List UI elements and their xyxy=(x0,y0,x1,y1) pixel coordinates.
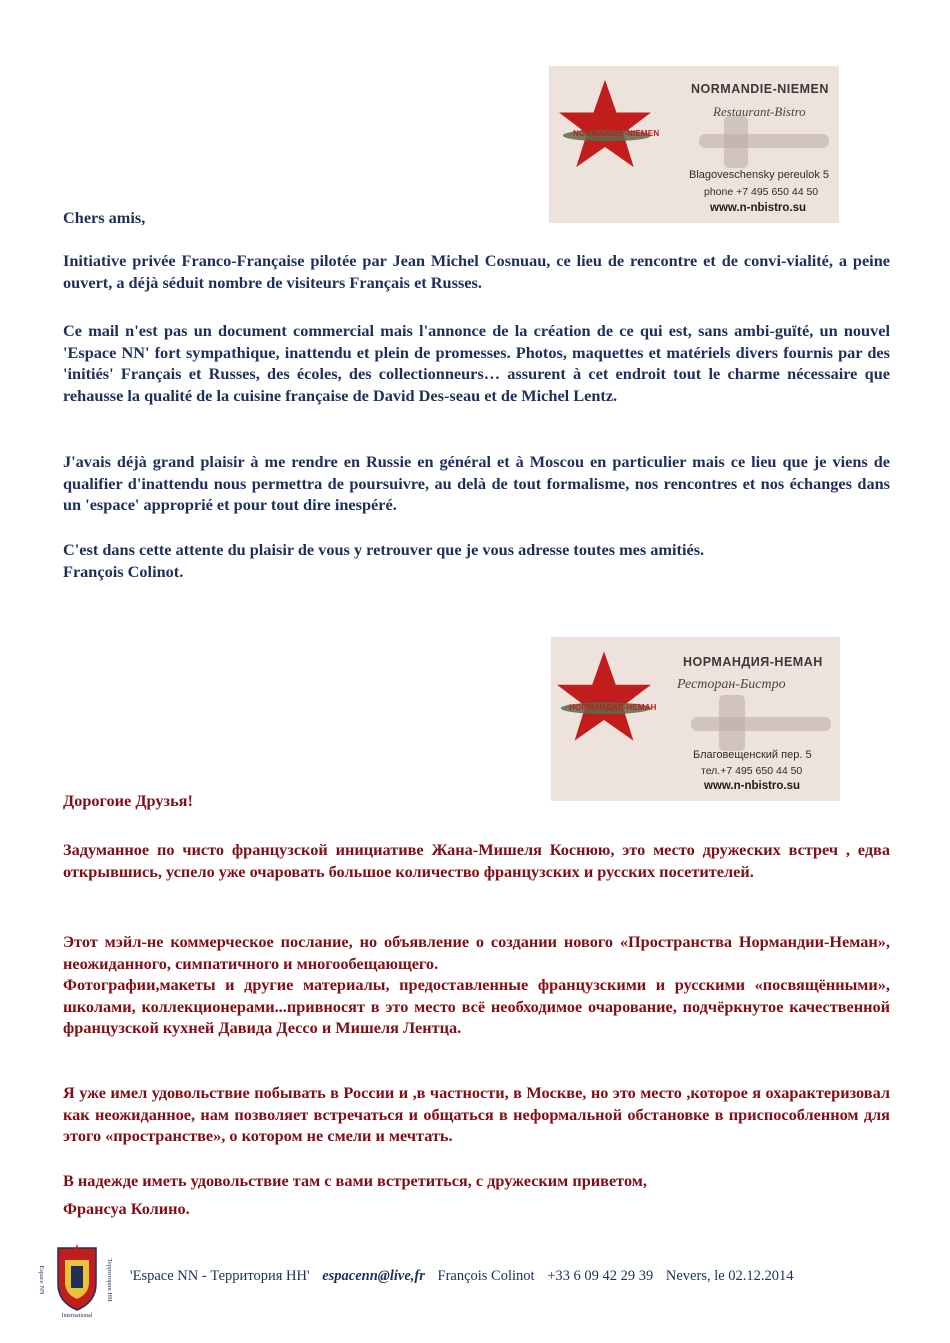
svg-text:Территория НН: Территория НН xyxy=(106,1258,113,1302)
footer-email: espacenn@live,fr xyxy=(322,1268,425,1284)
french-signature: François Colinot. xyxy=(63,561,184,581)
plane-silhouette xyxy=(691,717,831,731)
plane-silhouette xyxy=(699,134,829,148)
card-restaurant-name: НОРМАНДИЯ-НЕМАН xyxy=(683,655,823,669)
french-paragraph-1: Initiative privée Franco-Française pilotée par Jean Michel Cosnuau, ce lieu de rencontre et de convi-vialité, a peine ouvert, a déjà séduit nombre de visiteurs Français et Russes. xyxy=(63,251,890,292)
russian-greeting: Дорогоие Друзья! xyxy=(63,791,193,810)
footer xyxy=(130,1268,803,1285)
business-card-russian xyxy=(551,637,840,801)
card-website: www.n-nbistro.su xyxy=(710,202,807,214)
french-greeting: Chers amis, xyxy=(63,208,146,227)
russian-closing: В надежде иметь удовольствие там с вами встретиться, с дружеским приветом, Франсуа Колино. xyxy=(63,1170,890,1219)
french-closing: C'est dans cette attente du plaisir de vous y retrouver que je vous adresse toutes mes amitiés. François Colinot. xyxy=(63,539,890,582)
svg-text:International: International xyxy=(61,1313,93,1318)
russian-paragraph-1: Задуманное по чисто французской инициативе Жана-Мишеля Коснюю, это место дружеских встреч , едва открывшись, успело уже очаровать большое количество французских и русских посетителей. xyxy=(63,840,890,881)
card-phone: тел.+7 495 650 44 50 xyxy=(701,765,803,777)
footer-name: François Colinot xyxy=(437,1268,535,1284)
card-website: www.n-nbistro.su xyxy=(704,780,801,792)
card-restaurant-name: NORMANDIE-NIEMEN xyxy=(691,82,829,96)
russian-paragraph-2: Этот мэйл-не коммерческое послание, но объявление о создании нового «Пространства Нормандии-Неман», неожиданного, симпатичного и многообещающего. Фотографии,макеты и другие материалы, предоставленные французскими и русскими «посвящёнными», школами, коллекционерами...привносят в это место всё необходимое очарование, подчёркнутое качественной французской кухней Давида Дессо и Мишеля Лентца. xyxy=(63,932,890,1038)
russian-signature: Франсуа Колино. xyxy=(63,1198,190,1218)
card-phone: phone +7 495 650 44 50 xyxy=(704,186,819,198)
russian-letter xyxy=(63,790,890,812)
footer-organization: 'Espace NN - Территория НН' xyxy=(130,1268,310,1284)
business-card-french xyxy=(549,66,839,223)
card-address: Благовещенский пер. 5 xyxy=(693,749,812,761)
french-letter xyxy=(63,207,890,229)
card-restaurant-subtitle: Restaurant-Bistro xyxy=(713,104,806,119)
footer-place-date: Nevers, le 02.12.2014 xyxy=(665,1268,794,1284)
card-address: Blagoveschensky pereulok 5 xyxy=(689,169,830,181)
footer-phone: +33 6 09 42 29 39 xyxy=(547,1268,654,1284)
russian-paragraph-3: Я уже имел удовольствие побывать в России и ,в частности, в Москве, но это место ,которое я охарактеризовал как неожиданное, нам позволяет встречаться и общаться в неформальной обстановке в приспособленном для этого «пространстве», о котором не смели и мечтать. xyxy=(63,1083,890,1146)
card-ribbon-text: NORMANDIE-NIEMEN xyxy=(573,129,660,138)
red-star-icon xyxy=(557,78,653,170)
french-paragraph-2: Ce mail n'est pas un document commercial mais l'annonce de la création de ce qui est, sans ambi-guïté, un nouvel 'Espace NN' fort sympathique, inattendu et plein de promesses. Photos, maquettes et matériels divers fournis par des 'initiés' Français et Russes, des écoles, des collectionneurs… assurent à cet endroit tout le charme nécessaire que rehausse la qualité de la cuisine française de David Des-seau et de Michel Lentz. xyxy=(63,321,890,405)
card-restaurant-subtitle: Ресторан-Бистро xyxy=(677,677,786,692)
espace-nn-logo xyxy=(38,1240,116,1318)
svg-text:Espace NN: Espace NN xyxy=(38,1265,45,1295)
red-star-icon xyxy=(555,649,653,744)
french-paragraph-3: J'avais déjà grand plaisir à me rendre en Russie en général et à Moscou en particulier mais ce lieu que je viens de qualifier d'inattendu nous permettra de poursuivre, au delà de tout formalisme, nos rencontres et nos échanges dans un 'espace' approprié et pour tout dire inespéré. xyxy=(63,452,890,515)
card-ribbon-text: НОРМАНДИЯ-НЕМАН xyxy=(569,703,657,712)
